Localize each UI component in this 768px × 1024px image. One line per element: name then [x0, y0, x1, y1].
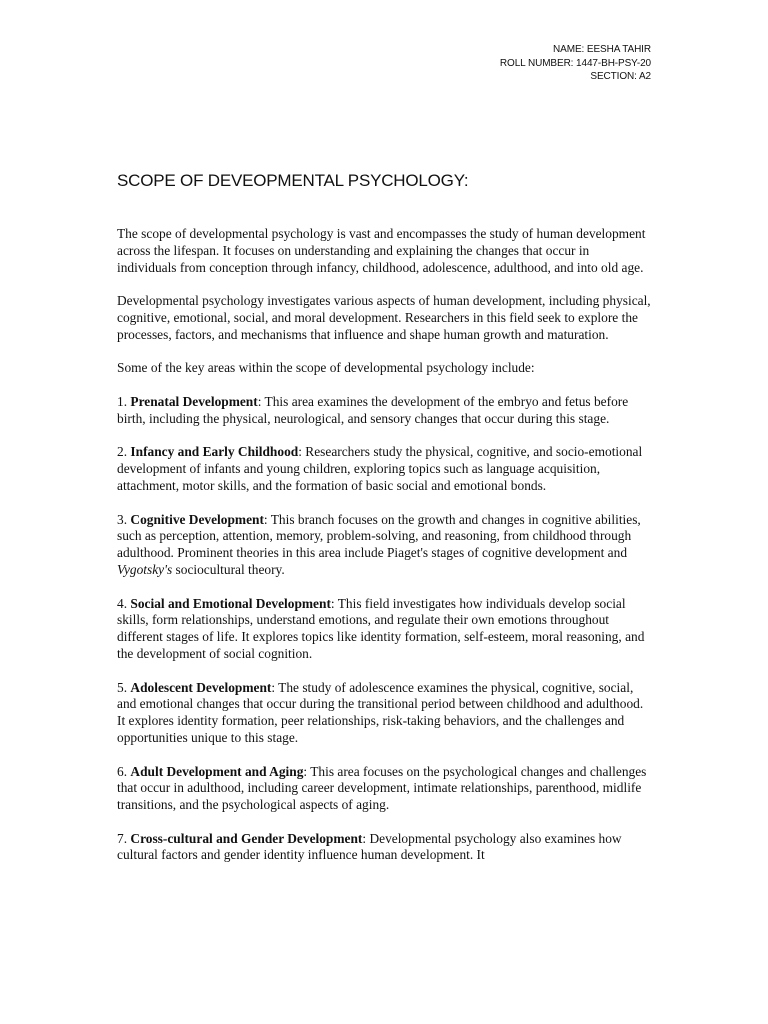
roll-number: ROLL NUMBER: 1447-BH-PSY-20 [499, 57, 651, 69]
intro-paragraph: The scope of developmental psychology is vast and encompasses the study of human development across the lifespan. It focuses on understanding and explaining the changes that occur in individuals from conception through infancy, childhood, adolescence, adulthood, and into old age. [117, 226, 646, 275]
area-number: 5. [117, 679, 128, 695]
area-number: 1. [117, 393, 128, 409]
area-text: : This area focuses on the psychological changes and challenges that occur in adulthood, including career development, intimate relationships, parenthood, midlife transitions, and the psychological aspects of aging. [117, 763, 647, 813]
area-item-cross-cultural [117, 831, 652, 865]
area-number: 4. [117, 595, 128, 611]
area-term: Prenatal Development [130, 393, 258, 409]
area-item-social-emotional [117, 596, 652, 663]
area-term: Infancy and Early Childhood [130, 444, 299, 460]
area-item-prenatal [117, 394, 652, 428]
area-text: : Developmental psychology also examines how cultural factors and gender identity influence human development. It [117, 830, 622, 863]
area-text-end: sociocultural theory. [172, 561, 285, 577]
area-italic: Vygotsky's [117, 561, 173, 577]
student-info [500, 43, 651, 84]
area-number: 7. [117, 830, 128, 846]
area-text: : Researchers study the physical, cognitive, and socio-emotional development of infants and young children, exploring topics such as language acquisition, attachment, motor skills, and the formation of basic social and emotional bonds. [117, 444, 643, 493]
area-number: 3. [117, 511, 128, 527]
area-term: Cross-cultural and Gender Development [130, 830, 363, 846]
area-term: Adolescent Development [130, 679, 272, 695]
student-name: NAME: EESHA TAHIR [553, 44, 651, 55]
area-item-adult-aging [117, 764, 652, 814]
page-title: SCOPE OF DEVEOPMENTAL PSYCHOLOGY: [117, 171, 469, 190]
area-number: 2. [117, 444, 128, 460]
intro-paragraph: Some of the key areas within the scope of developmental psychology include: [117, 360, 535, 376]
area-term: Social and Emotional Development [130, 595, 331, 611]
section: SECTION: A2 [590, 71, 651, 82]
area-item-cognitive [117, 512, 652, 579]
area-text: : This field investigates how individuals develop social skills, form relationships, understand emotions, and regulate their own emotions throughout different stages of life. It explores topics like identity formation, self-esteem, moral reasoning, and the development of social cognition. [117, 595, 645, 661]
area-item-infancy [117, 444, 652, 494]
area-number: 6. [117, 763, 128, 779]
area-term: Adult Development and Aging [130, 763, 304, 779]
intro-paragraph: Developmental psychology investigates various aspects of human development, including physical, cognitive, emotional, social, and moral development. Researchers in this field seek to explore the processes, factors, and mechanisms that influence and shape human growth and maturation. [117, 293, 651, 342]
area-text: : This branch focuses on the growth and changes in cognitive abilities, such as perception, attention, memory, problem-solving, and reasoning, from childhood through adulthood. Prominent theories in this area include Piaget's stages of cognitive development and [117, 511, 641, 561]
area-term: Cognitive Development [130, 511, 264, 527]
document-body [117, 226, 652, 881]
area-text: : The study of adolescence examines the physical, cognitive, social, and emotional changes that occur during the transitional period between childhood and adulthood. It explores identity formation, peer relationships, risk-taking behaviors, and the challenges and opportunities unique to this stage. [117, 679, 644, 745]
area-text: : This area examines the development of the embryo and fetus before birth, including the physical, neurological, and sensory changes that occur during this stage. [117, 393, 629, 426]
area-item-adolescent [117, 680, 652, 747]
